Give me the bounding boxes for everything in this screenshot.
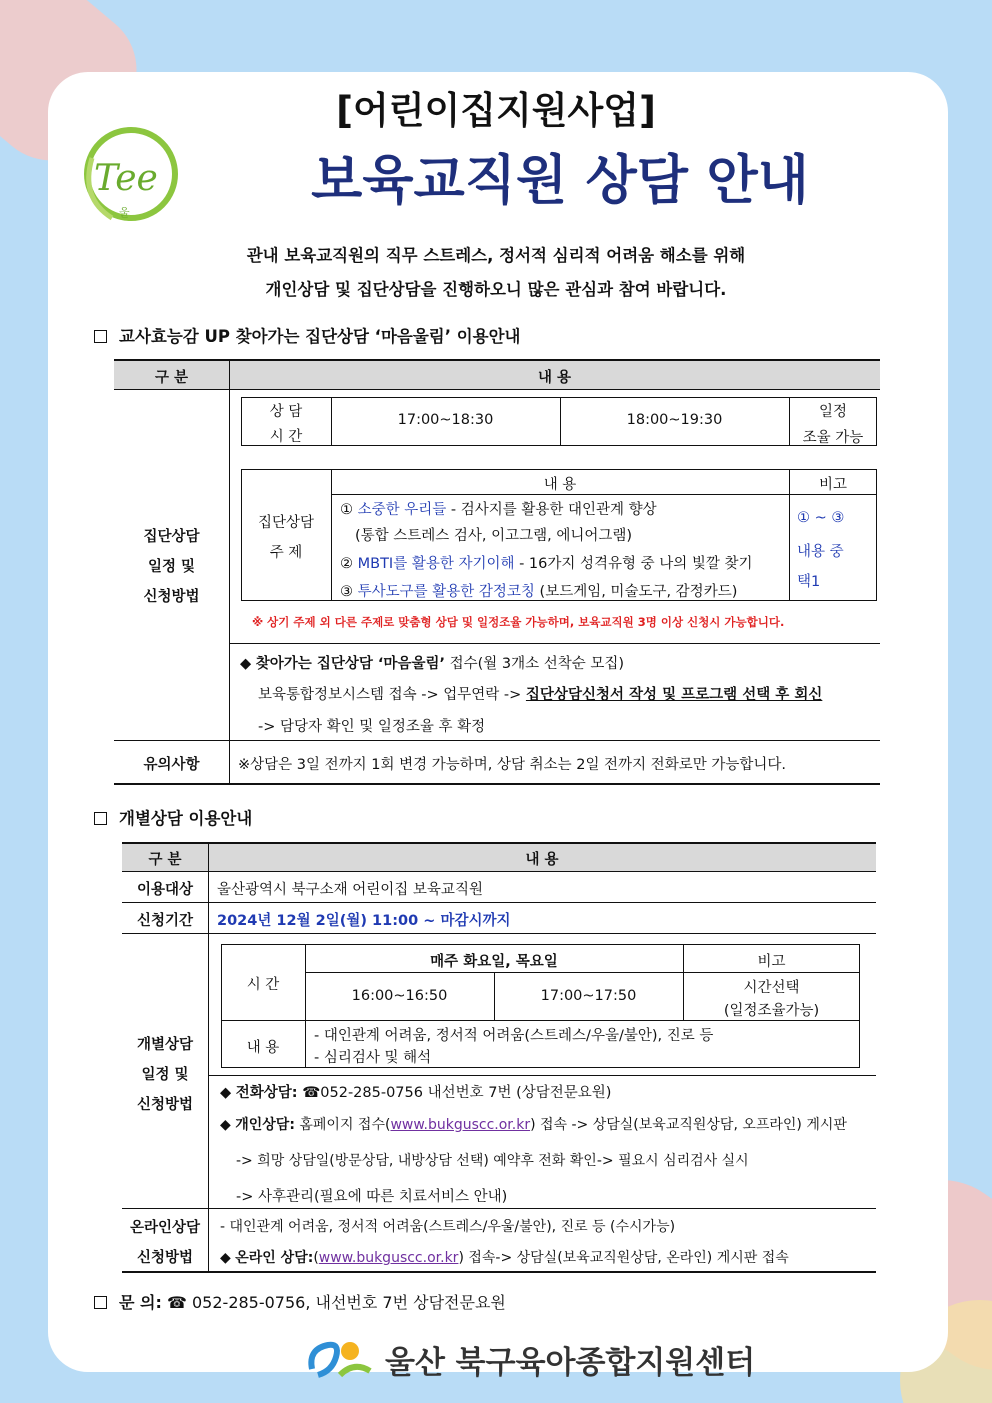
center-name: 울산 북구육아종합지원센터 — [385, 1345, 756, 1381]
sched-label: 일정 및 — [141, 1067, 189, 1083]
center-logo-icon — [306, 1335, 378, 1383]
personal-step-3: -> 사후관리(필요에 따른 치료서비스 안내) — [236, 1189, 508, 1205]
slot: 16:00~16:50 — [351, 988, 448, 1004]
topic-3: ③ 투사도구를 활용한 감정코칭 (보드게임, 미술도구, 감정카드) — [340, 584, 738, 600]
online-link[interactable]: www.bukguscc.or.kr — [318, 1250, 459, 1266]
online-consult: ◆ 온라인 상담:(www.bukguscc.or.kr) 접속-> 상담실(보육교직원상담, 온라인) 게시판 접속 — [220, 1250, 789, 1266]
apply-step-1: 보육통합정보시스템 접속 -> 업무연락 -> 집단상담신청서 작성 및 프로그램 선택 후 회신 — [258, 687, 823, 703]
topic-note: ① ~ ③ — [797, 510, 845, 526]
group-row-label: 신청방법 — [143, 589, 200, 605]
slot-note: (일정조율가능) — [723, 1003, 820, 1019]
intro-line-1: 관내 보육교직원의 직무 스트레스, 정서적 심리적 어려움 해소를 위해 — [246, 246, 746, 265]
topic-label: 집단상담 — [257, 515, 315, 531]
online-label: 온라인상담 — [129, 1220, 201, 1236]
phone-consult: ◆ 전화상담: ☎052-285-0756 내선번호 7번 (상담전문요원) — [220, 1085, 612, 1101]
slot-note: 시간선택 — [743, 980, 800, 996]
topic-label: 주 제 — [269, 545, 303, 561]
time-label: 상 담 — [269, 404, 303, 420]
slot-time-label: 시 간 — [246, 977, 280, 993]
individual-section-title — [94, 805, 252, 829]
time-slot: 17:00~18:30 — [397, 412, 494, 428]
poster-card — [48, 72, 948, 1372]
personal-step-2: -> 희망 상담일(방문상담, 내방상담 선택) 예약후 전화 확인-> 필요시 심리검사 실시 — [236, 1153, 749, 1169]
slot: 17:00~17:50 — [540, 988, 637, 1004]
time-slot: 18:00~19:30 — [626, 412, 723, 428]
topic-note: 택1 — [797, 574, 821, 590]
topic-header-content: 내 용 — [543, 477, 577, 493]
custom-topic-note: ※ 상기 주제 외 다른 주제로 맞춤형 상담 및 일정조율 가능하며, 보육교직원 3명 이상 신청시 가능합니다. — [252, 615, 785, 629]
homepage-link[interactable]: www.bukguscc.or.kr — [390, 1117, 531, 1133]
target-value: 울산광역시 북구소재 어린이집 보육교직원 — [217, 882, 483, 898]
individual-section-title-text: 개별상담 이용안내 — [119, 809, 253, 828]
target-label: 이용대상 — [136, 882, 194, 898]
main-title: 보육교직원 상담 안내 — [311, 150, 809, 211]
caution-text: ※상담은 3일 전까지 1회 변경 가능하며, 상담 취소는 2일 전까지 전화로만 가능합니다. — [238, 757, 786, 773]
period-value: 2024년 12월 2일(월) 11:00 ~ 마감시까지 — [217, 913, 511, 929]
note-header: 비고 — [757, 954, 786, 970]
caution-label: 유의사항 — [143, 757, 200, 773]
checkbox-icon — [94, 330, 107, 343]
sched-label: 개별상담 — [136, 1037, 194, 1053]
content-item: - 대인관계 어려움, 정서적 어려움(스트레스/우울/불안), 진로 등 — [314, 1028, 714, 1044]
checkbox-icon — [94, 812, 107, 825]
sched-label: 신청방법 — [136, 1097, 194, 1113]
tee-logo — [72, 118, 190, 230]
topic-2: ② MBTI를 활용한 자기이해 - 16가지 성격유형 중 나의 빛깔 찾기 — [340, 556, 753, 572]
online-line-1: - 대인관계 어려움, 정서적 어려움(스트레스/우울/불안), 진로 등 (수시가능) — [220, 1219, 676, 1235]
topic-1-detail: (통합 스트레스 검사, 이고그램, 에니어그램) — [355, 528, 633, 544]
intro-line-2: 개인상담 및 집단상담을 진행하오니 많은 관심과 참여 바랍니다. — [265, 280, 727, 299]
group-row-label: 집단상담 — [143, 529, 200, 545]
contact-line: 문 의: ☎ 052-285-0756, 내선번호 7번 상담전문요원 — [94, 1290, 506, 1313]
topic-1: ① 소중한 우리들 - 검사지를 활용한 대인관계 향상 — [340, 502, 657, 518]
time-note: 일정 — [818, 404, 847, 420]
days-header: 매주 화요일, 목요일 — [430, 954, 558, 970]
time-label: 시 간 — [269, 429, 303, 445]
individual-col-category: 구 분 — [148, 852, 182, 868]
topic-note: 내용 중 — [797, 544, 844, 560]
content-label: 내 용 — [246, 1040, 280, 1056]
svg-text:울: 울 — [119, 206, 130, 219]
checkbox-icon — [94, 1296, 107, 1309]
content-item: - 심리검사 및 해석 — [314, 1050, 432, 1066]
group-col-category: 구 분 — [154, 370, 189, 386]
online-label: 신청방법 — [136, 1250, 194, 1266]
apply-step-2: -> 담당자 확인 및 일정조율 후 확정 — [258, 719, 486, 735]
group-section-title-text: 교사효능감 UP 찾아가는 집단상담 ‘마음울림’ 이용안내 — [119, 327, 521, 346]
topic-header-note: 비고 — [818, 477, 847, 493]
apply-title: ◆ 찾아가는 집단상담 ‘마음울림’ 접수(월 3개소 선착순 모집) — [240, 656, 625, 672]
svg-text:Tee: Tee — [94, 158, 158, 199]
time-note: 조율 가능 — [802, 430, 864, 446]
individual-col-content: 내 용 — [525, 852, 559, 868]
program-title: [어린이집지원사업] — [336, 89, 656, 132]
personal-consult: ◆ 개인상담: 홈페이지 접수(www.bukguscc.or.kr) 접속 -> 상담실(보육교직원상담, 오프라인) 게시판 — [220, 1117, 847, 1133]
period-label: 신청기간 — [136, 913, 194, 929]
group-row-label: 일정 및 — [147, 559, 196, 575]
group-section-title — [94, 323, 520, 347]
group-col-content: 내 용 — [537, 370, 572, 386]
